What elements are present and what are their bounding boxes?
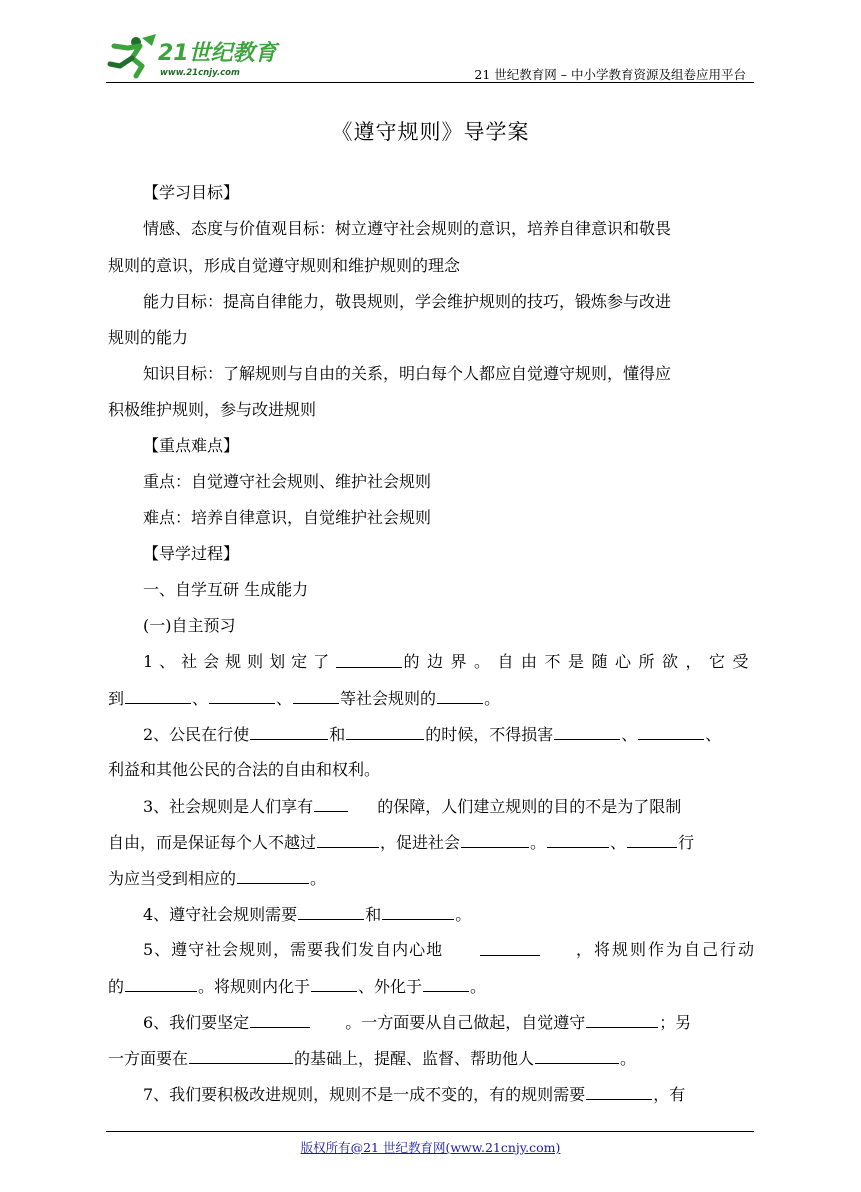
question-6-line1 — [143, 1012, 691, 1033]
question-3-line3 — [108, 868, 326, 889]
q4-blank-1[interactable] — [298, 904, 364, 920]
question-1-line2 — [108, 688, 500, 709]
q3-text-a: 3、社会规则是人们享有 — [143, 797, 314, 816]
sub1-heading: (一)自主预习 — [143, 616, 236, 635]
question-1-line1 — [143, 652, 756, 672]
runner-icon — [110, 34, 156, 76]
q2-text-a: 2、公民在行使 — [143, 725, 250, 744]
logo-url: www.21cnjy.com — [160, 68, 240, 78]
question-3-line2 — [108, 832, 694, 853]
q4-end: 。 — [455, 905, 472, 924]
q2-blank-1[interactable] — [250, 724, 328, 740]
header-divider — [106, 82, 754, 83]
key-point: 重点：自觉遵守社会规则、维护社会规则 — [143, 472, 432, 491]
q5-blank-4[interactable] — [423, 976, 469, 992]
q1-sep-1: 、 — [192, 689, 209, 708]
site-logo — [106, 32, 296, 80]
logo-wordmark: 21世纪教育 — [158, 41, 277, 66]
q3-blank-1[interactable] — [314, 796, 348, 812]
q3-blank-3[interactable] — [461, 832, 529, 848]
part1-heading: 一、自学互研 生成能力 — [143, 580, 309, 599]
q1-blank-3[interactable] — [209, 688, 275, 704]
q3-sep: 、 — [610, 833, 627, 852]
q2-sep-1: 、 — [621, 725, 638, 744]
q1-sep-2: 、 — [276, 689, 293, 708]
q3-end-1: 。 — [530, 833, 547, 852]
q3-text-d: ，促进社会 — [380, 833, 461, 852]
q3-blank-4[interactable] — [547, 832, 609, 848]
q7-blank-1[interactable] — [586, 1084, 652, 1100]
q5-text-c: 的 — [108, 977, 125, 996]
q5-text-e: 、外化于 — [358, 977, 423, 996]
q5-text-a: 5、遵守社会规则，需要我们发自内心地 — [143, 940, 444, 959]
goals-heading: 【学习目标】 — [143, 183, 240, 202]
question-3-line1 — [143, 796, 681, 817]
q1-text-b: 的边界。自由不是随心所欲，它受 — [403, 652, 756, 671]
q2-blank-4[interactable] — [638, 724, 704, 740]
header-site-text: 21 世纪教育网 – 中小学教育资源及组卷应用平台 — [474, 67, 746, 82]
q6-text-b: 。一方面要从自己做起，自觉遵守 — [345, 1013, 586, 1032]
goal3-line2: 积极维护规则，参与改进规则 — [108, 400, 317, 419]
q1-blank-1[interactable] — [336, 652, 402, 668]
q6-blank-1[interactable] — [250, 1012, 310, 1028]
q1-blank-4[interactable] — [293, 688, 339, 704]
q1-blank-2[interactable] — [125, 688, 191, 704]
goal2-line1: 能力目标：提高自律能力，敬畏规则，学会维护规则的技巧，锻炼参与改进 — [143, 292, 672, 311]
question-5-line2 — [108, 976, 486, 997]
q6-text-d: 一方面要在 — [108, 1049, 189, 1068]
footer-divider — [106, 1131, 754, 1132]
q5-blank-2[interactable] — [125, 976, 197, 992]
question-2-line2: 利益和其他公民的合法的自由和权利。 — [108, 760, 381, 779]
q7-text-a: 7、我们要积极改进规则，规则不是一成不变的，有的规则需要 — [143, 1085, 586, 1104]
q2-blank-3[interactable] — [554, 724, 620, 740]
q6-text-a: 6、我们要坚定 — [143, 1013, 250, 1032]
process-heading: 【导学过程】 — [143, 544, 240, 563]
q5-end: 。 — [470, 977, 487, 996]
q1-text-d: 等社会规则的 — [340, 689, 437, 708]
goal2-line2: 规则的能力 — [108, 328, 189, 347]
question-4 — [143, 904, 471, 925]
q3-text-e: 行 — [678, 833, 695, 852]
q3-text-b: 的保障，人们建立规则的目的不是为了限制 — [377, 797, 682, 816]
q6-blank-2[interactable] — [586, 1012, 658, 1028]
q3-text-c: 自由，而是保证每个人不越过 — [108, 833, 317, 852]
q5-text-b: ，将规则作为自己行动 — [575, 940, 756, 959]
q3-blank-5[interactable] — [627, 832, 677, 848]
q4-blank-2[interactable] — [382, 904, 454, 920]
q5-blank-1[interactable] — [480, 940, 540, 956]
q6-blank-3[interactable] — [189, 1048, 293, 1064]
document-title: 《遵守规则》导学案 — [331, 120, 530, 144]
q2-sep-2: 、 — [705, 725, 722, 744]
q3-blank-2[interactable] — [317, 832, 379, 848]
question-5-line1 — [143, 940, 756, 960]
q2-text-b: 和 — [329, 725, 346, 744]
goal3-line1: 知识目标：了解规则与自由的关系，明白每个人都应自觉遵守规则，懂得应 — [143, 364, 672, 383]
q1-blank-5[interactable] — [437, 688, 483, 704]
q5-text-d: 。将规则内化于 — [198, 977, 311, 996]
q6-end: 。 — [620, 1049, 637, 1068]
q5-blank-3[interactable] — [311, 976, 357, 992]
q2-text-c: 的时候，不得损害 — [425, 725, 554, 744]
question-2-line1 — [143, 724, 721, 745]
footer-copyright-link[interactable]: 版权所有@21 世纪教育网(www.21cnjy.com) — [300, 1140, 561, 1155]
goal1-line2: 规则的意识，形成自觉遵守规则和维护规则的理念 — [108, 256, 461, 275]
q2-blank-2[interactable] — [346, 724, 424, 740]
q3-end-2: 。 — [310, 869, 327, 888]
key-heading: 【重点难点】 — [143, 436, 240, 455]
q3-text-f: 为应当受到相应的 — [108, 869, 237, 888]
q4-text-b: 和 — [365, 905, 382, 924]
q6-blank-4[interactable] — [535, 1048, 619, 1064]
q1-end: 。 — [484, 689, 501, 708]
question-6-line2 — [108, 1048, 636, 1069]
page-header — [106, 28, 754, 84]
q6-text-c: ；另 — [659, 1013, 692, 1032]
q1-text-a: 1、社会规则划定了 — [143, 652, 336, 671]
q6-text-e: 的基础上，提醒、监督、帮助他人 — [294, 1049, 535, 1068]
q4-text-a: 4、遵守社会规则需要 — [143, 905, 298, 924]
q7-text-b: ，有 — [653, 1085, 686, 1104]
q1-text-c: 到 — [108, 689, 125, 708]
hard-point: 难点：培养自律意识，自觉维护社会规则 — [143, 508, 432, 527]
q3-blank-6[interactable] — [237, 868, 309, 884]
question-7-line1 — [143, 1084, 685, 1105]
goal1-line1: 情感、态度与价值观目标：树立遵守社会规则的意识，培养自律意识和敬畏 — [143, 219, 672, 238]
